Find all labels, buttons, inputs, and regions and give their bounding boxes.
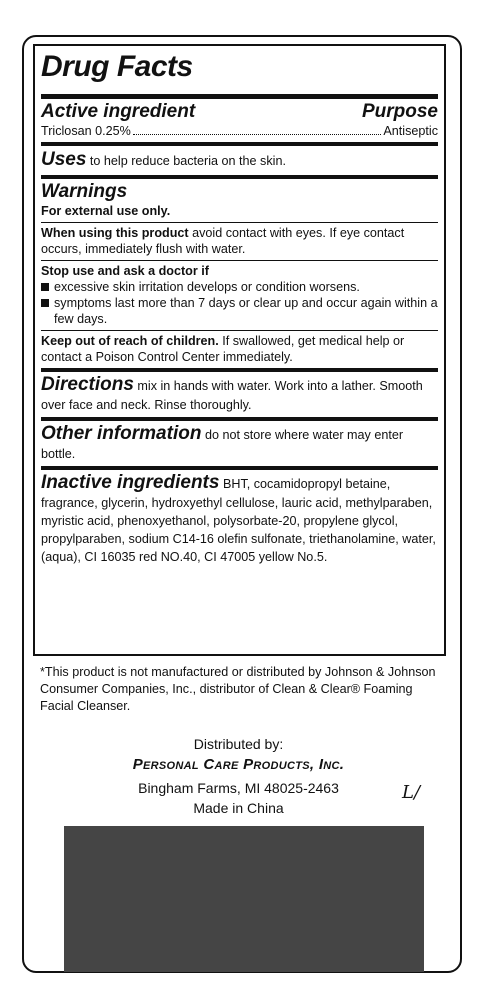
dark-printed-block — [64, 826, 424, 972]
drug-facts-panel — [33, 44, 446, 656]
directions-section — [41, 368, 438, 417]
inactive-ingredients-text: BHT, cocamidopropyl betaine, fragrance, glycerin, hydroxyethyl cellulose, lauric acid, methylparaben, myristic acid, phenoxyethanol, polysorbate-20, propylene glycol, propylparaben, sodium C14-16 olefin sulfonate, triethanolamine, water, (aqua), CI 16035 red NO.40, CI 47005 yellow No.5. — [41, 477, 436, 564]
company-name: Personal Care Products, Inc. — [132, 756, 345, 773]
when-using-text: avoid contact with eyes. If eye contact occurs, immediately flush with water. — [41, 226, 405, 256]
directions-heading: Directions — [41, 374, 134, 395]
when-using-lead: When using this product — [41, 226, 189, 240]
directions-text: mix in hands with water. Work into a lather. Smooth over face and neck. Rinse thoroughly. — [41, 379, 423, 412]
company-address: Bingham Farms, MI 48025-2463 — [138, 780, 339, 796]
stop-use-item-text: symptoms last more than 7 days or clear up and occur again within a few days. — [54, 296, 438, 326]
stop-use-item — [41, 295, 438, 327]
bullet-square-icon — [41, 283, 49, 291]
keep-out-lead: Keep out of reach of children. — [41, 334, 219, 348]
made-in-label: Made in China — [193, 800, 284, 816]
disclaimer: *This product is not manufactured or distributed by Johnson & Johnson Consumer Companies, Inc., distributor of Clean & Clear® Foaming Facial Cleanser. — [40, 665, 436, 713]
external-use-text: For external use only. — [41, 204, 171, 218]
warnings-heading: Warnings — [41, 181, 128, 202]
stop-use-item — [41, 279, 438, 295]
active-ingredient-row — [41, 123, 438, 142]
uses-section — [41, 142, 438, 175]
when-using-section — [41, 222, 438, 260]
purpose-value: Antiseptic — [383, 124, 438, 138]
warnings-section — [41, 175, 438, 222]
active-ingredient-heading: Active ingredient — [41, 101, 196, 122]
handwritten-mark: L/ — [402, 782, 421, 803]
stop-use-section — [41, 260, 438, 330]
other-information-heading: Other information — [41, 423, 202, 444]
keep-out-text: If swallowed, get medical help or contact a Poison Control Center immediately. — [41, 334, 405, 364]
other-information-section — [41, 417, 438, 466]
other-information-text: do not store where water may enter bottle. — [41, 428, 404, 461]
uses-heading: Uses — [41, 149, 87, 170]
inactive-ingredients-section — [41, 466, 438, 569]
drug-facts-title: Drug Facts — [41, 46, 438, 99]
inactive-ingredients-heading: Inactive ingredients — [41, 472, 220, 493]
stop-use-lead: Stop use and ask a doctor if — [41, 264, 209, 278]
uses-text: to help reduce bacteria on the skin. — [86, 154, 286, 168]
keep-out-section — [41, 330, 438, 368]
purpose-heading: Purpose — [361, 101, 438, 122]
leader-dots — [133, 134, 382, 135]
stop-use-item-text: excessive skin irritation develops or condition worsens. — [54, 280, 360, 294]
distributed-by-label: Distributed by: — [193, 736, 284, 752]
bullet-square-icon — [41, 299, 49, 307]
active-ingredient-header-row — [41, 99, 438, 123]
active-ingredient-value: Triclosan 0.25% — [41, 124, 131, 138]
